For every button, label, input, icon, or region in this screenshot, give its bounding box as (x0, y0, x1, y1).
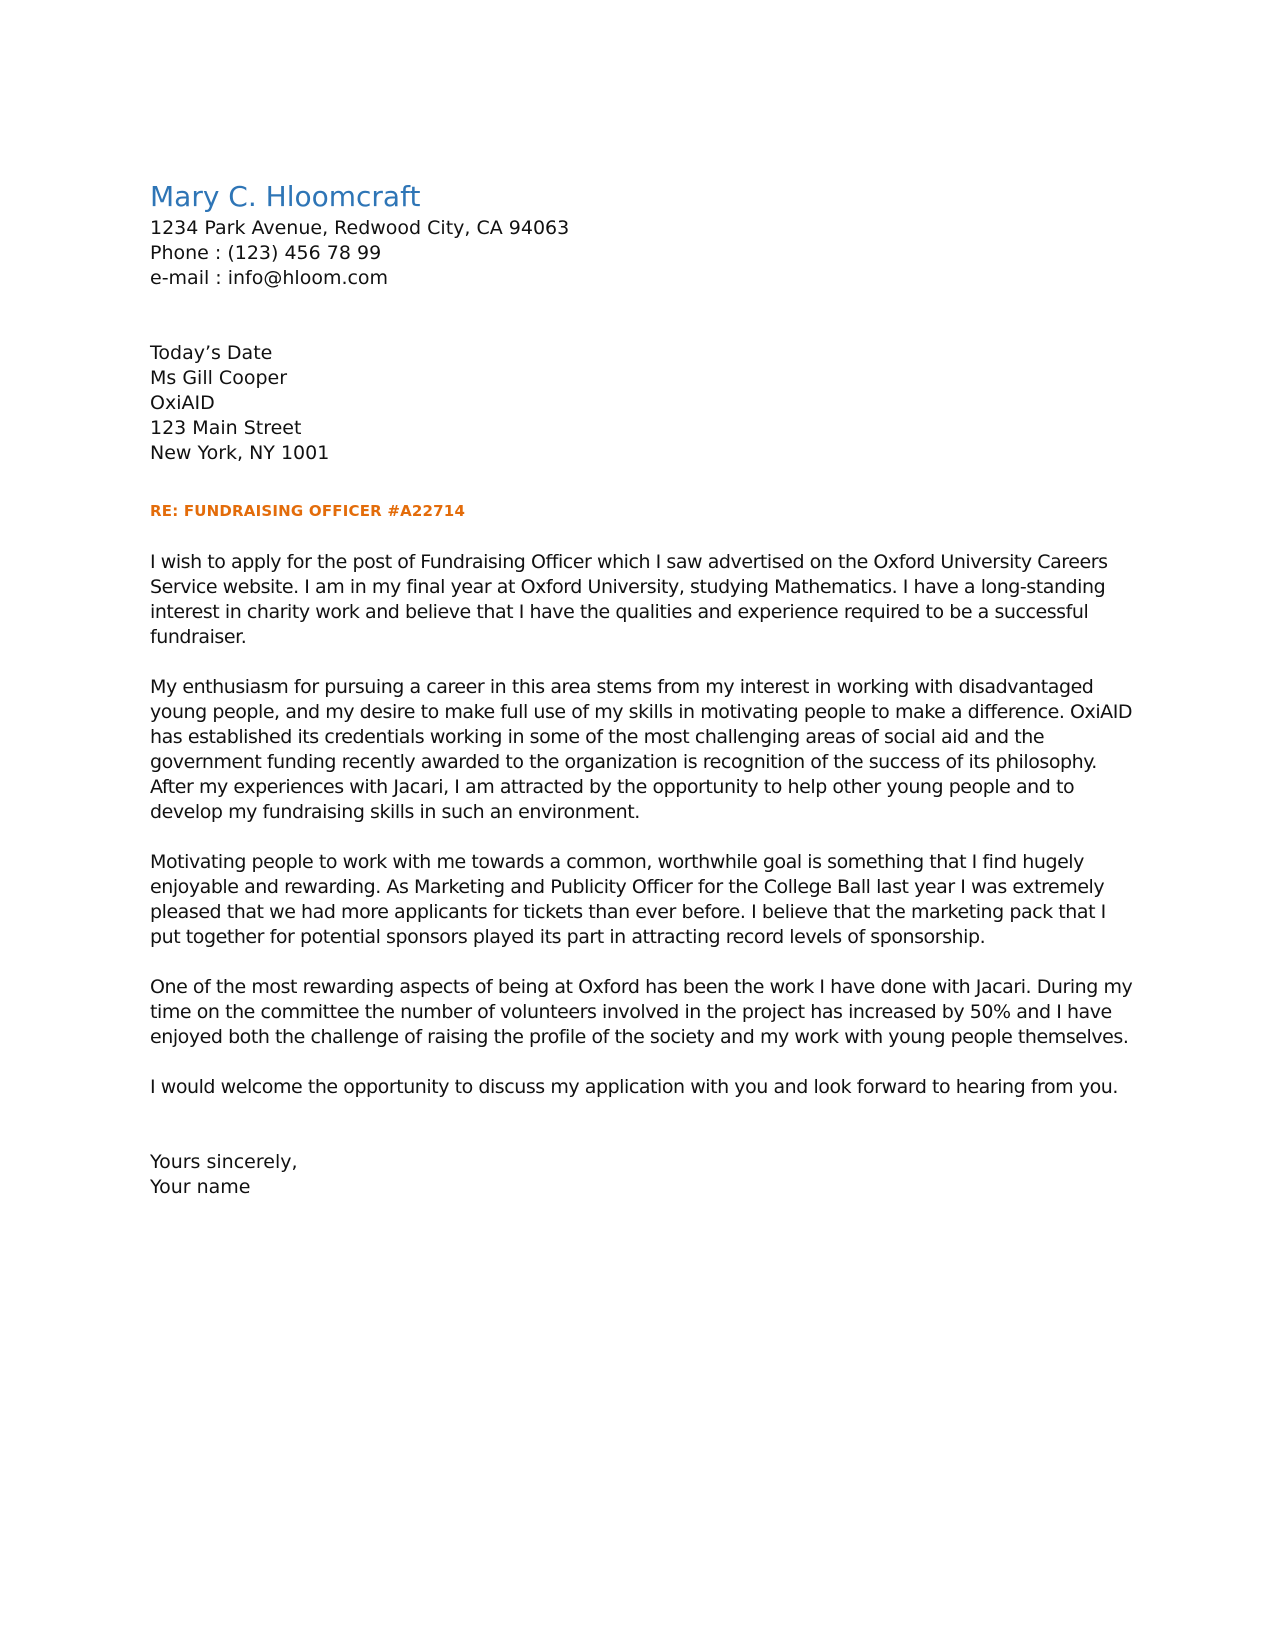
closing-block (150, 1150, 1135, 1200)
sender-phone: Phone : (123) 456 78 99 (150, 242, 382, 264)
body-paragraph: My enthusiasm for pursuing a career in this area stems from my interest in working with disadvantaged young people, and my desire to make full use of my skills in motivating people to make a difference. OxiAID has established its credentials working in some of the most challenging areas of social aid and the government funding recently awarded to the organization is recognition of the success of its philosophy. After my experiences with Jacari, I am attracted by the opportunity to help other young people and to develop my fundraising skills in such an environment. (150, 676, 1133, 823)
body-paragraph: I would welcome the opportunity to discuss my application with you and look forward to hearing from you. (150, 1076, 1118, 1098)
body-paragraph: I wish to apply for the post of Fundraising Officer which I saw advertised on the Oxford University Careers Service website. I am in my final year at Oxford University, studying Mathematics. I have a long-standing interest in charity work and believe that I have the qualities and experience required to be a successful fundraiser. (150, 551, 1108, 648)
subject-line: RE: FUNDRAISING OFFICER #A22714 (150, 502, 466, 520)
recipient-block (150, 341, 1135, 466)
spacer (150, 291, 1135, 341)
body-paragraph: Motivating people to work with me towards a common, worthwhile goal is something that I find hugely enjoyable and rewarding. As Marketing and Publicity Officer for the College Ball last year I was extremely pleased that we had more applicants for tickets than ever before. I believe that the marketing pack that I put together for potential sponsors played its part in attracting record levels of sponsorship. (150, 851, 1106, 948)
recipient-city: New York, NY 1001 (150, 442, 330, 464)
sender-name: Mary C. Hloomcraft (150, 180, 421, 213)
closing-salutation: Yours sincerely, (150, 1151, 298, 1173)
recipient-street: 123 Main Street (150, 417, 302, 439)
recipient-company: OxiAID (150, 392, 215, 414)
sender-block (150, 180, 1135, 291)
letter-body (150, 550, 1135, 1100)
letter-date: Today’s Date (150, 342, 273, 364)
letter-page (150, 180, 1135, 1200)
sender-address: 1234 Park Avenue, Redwood City, CA 94063 (150, 217, 570, 239)
sender-email: e-mail : info@hloom.com (150, 267, 389, 289)
body-paragraph: One of the most rewarding aspects of being at Oxford has been the work I have done with Jacari. During my time on the committee the number of volunteers involved in the project has increased by 50% and I have enjoyed both the challenge of raising the profile of the society and my work with young people themselves. (150, 976, 1133, 1048)
recipient-name: Ms Gill Cooper (150, 367, 288, 389)
signature-name: Your name (150, 1176, 251, 1198)
